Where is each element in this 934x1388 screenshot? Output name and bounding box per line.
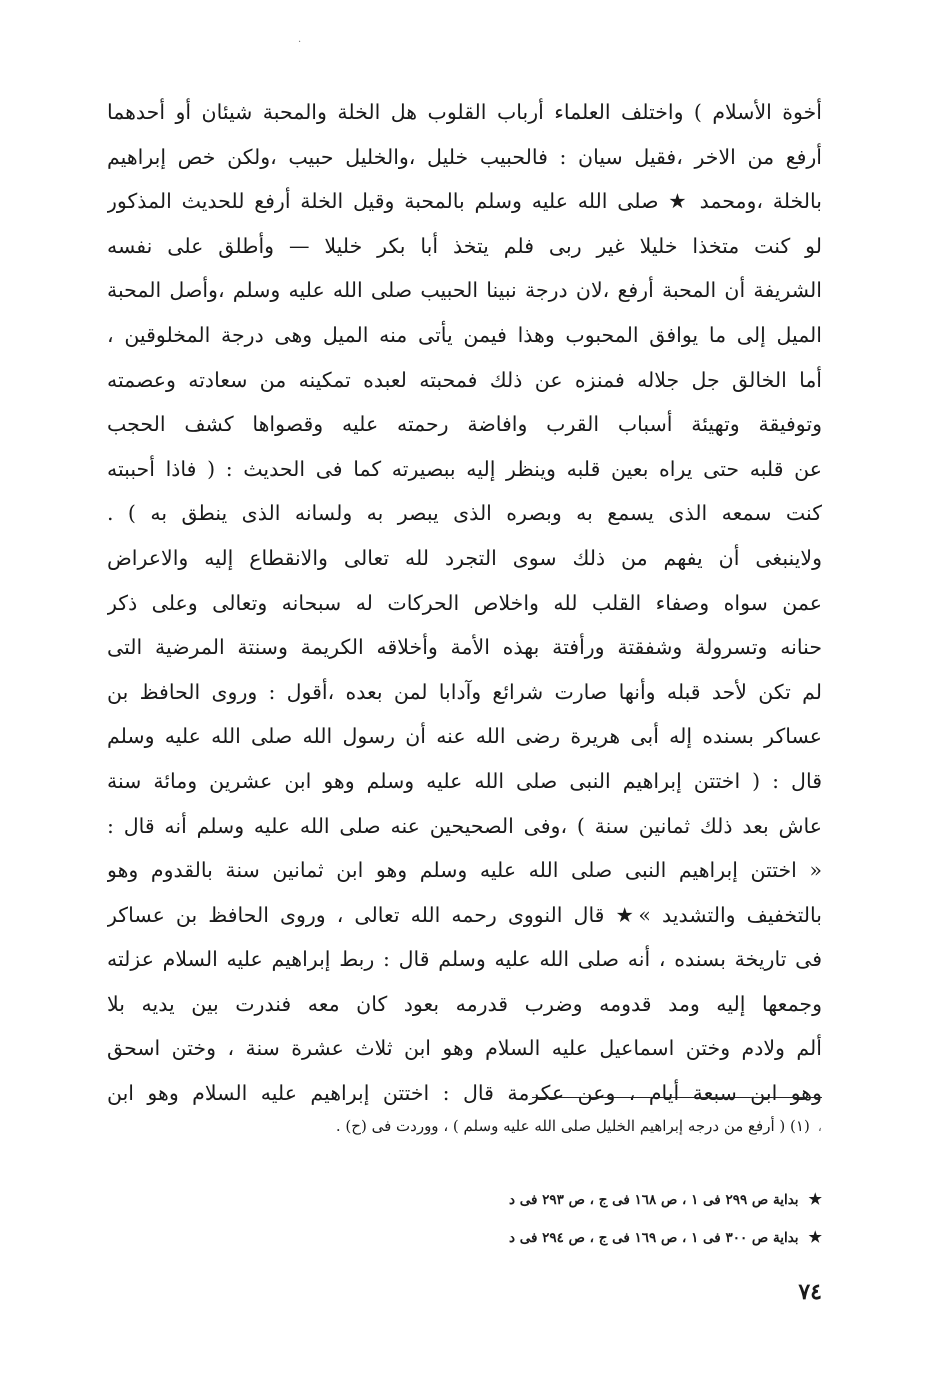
text-line: عن قلبه حتى يراه بعين قلبه وينظر إليه ببصيرته كما فى الحديث : ( فاذا أحببته bbox=[107, 456, 822, 481]
text-line: فى تاريخة بسنده ، أنه صلى الله عليه وسلم قال : ربط إبراهيم عليه السلام عزلته bbox=[107, 947, 822, 972]
text-line: عساكر بسنده إله أبى هريرة رضى الله عنه أن رسول الله صلى الله عليه وسلم bbox=[107, 724, 822, 749]
main-text-block bbox=[107, 90, 822, 1116]
footnote bbox=[107, 1113, 822, 1141]
edition-marker-text: بداية ص ٣٠٠ فى ١ ، ص ١٦٩ فى ج ، ص ٢٩٤ فى د bbox=[509, 1230, 799, 1246]
text-line: أخوة الأسلام ) واختلف العلماء أرباب القلوب هل الخلة والمحبة شيئان أو أحدهما bbox=[107, 100, 822, 124]
star-icon: ★ bbox=[808, 1190, 822, 1208]
text-line: عاش بعد ذلك ثمانين سنة ) ،وفى الصحيحين عنه صلى الله عليه وسلم أنه قال : bbox=[107, 813, 822, 838]
footnote-separator bbox=[532, 1097, 822, 1098]
text-line: أما الخالق جل جلاله فمنزه عن ذلك فمحبته لعبده تمكينه من سعادته وعصمته bbox=[107, 367, 822, 392]
page-number: ٧٤ bbox=[798, 1279, 822, 1305]
text-line: وجمعها إليه ومد قدومه وضرب قدرمه بعود كان معه فندرت بين يديه بلا bbox=[107, 991, 822, 1016]
text-line: عمن سواه وصفاء القلب لله واخلاص الحركات له سبحانه وتعالى وعلى ذكر bbox=[107, 590, 822, 615]
text-line: « اختتن إبراهيم النبى صلى الله عليه وسلم وهو ابن ثمانين سنة بالقدوم وهو bbox=[107, 858, 822, 883]
text-line: ولاينبغى أن يفهم من ذلك سوى التجرد لله تعالى والانقطاع إليه والاعراض bbox=[107, 545, 822, 570]
text-line: أرفع من الاخر ،فقيل سيان : فالحبيب خليل ،والخليل حبيب ،ولكن خص إبراهيم bbox=[107, 144, 822, 169]
star-icon: ★ bbox=[808, 1228, 822, 1246]
scan-speck: · bbox=[298, 37, 302, 48]
edition-marker bbox=[107, 1180, 822, 1218]
footnote-mark: ، bbox=[817, 1120, 822, 1135]
text-line: ألم ولادم وختن اسماعيل عليه السلام وهو ابن ثلاث عشرة سنة ، وختن اسحق bbox=[107, 1036, 822, 1061]
edition-marker bbox=[107, 1218, 822, 1256]
edition-marker-text: بداية ص ٢٩٩ فى ١ ، ص ١٦٨ فى ج ، ص ٢٩٣ فى د bbox=[509, 1192, 799, 1208]
text-line: قال : ( اختتن إبراهيم النبى صلى الله عليه وسلم وهو ابن عشرين ومائة سنة bbox=[107, 768, 822, 793]
text-line: بالتخفيف والتشديد »★ قال النووى رحمه الله تعالى ، وروى الحافظ بن عساكر bbox=[107, 902, 822, 927]
footnote-text: (١) ( أرفع من درجه إبراهيم الخليل صلى الله عليه وسلم ) ، ووردت فى (ح) . bbox=[335, 1117, 810, 1135]
edition-markers bbox=[107, 1180, 822, 1256]
text-line: لم تكن لأحد قبله وأنها صارت شرائع وآدابا لمن بعده ،أقول : وروى الحافظ بن bbox=[107, 679, 822, 704]
text-line: الشريفة أن المحبة أرفع ،لان درجة نبينا الحبيب صلى الله عليه وسلم ،وأصل المحبة bbox=[107, 278, 822, 303]
text-line: لو كنت متخذا خليلا غير ربى فلم يتخذ أبا بكر خليلا — وأطلق على نفسه bbox=[107, 233, 822, 258]
text-line: كنت سمعه الذى يسمع به وبصره الذى يبصر به ولسانه الذى ينطق به ) . bbox=[107, 501, 822, 526]
text-line: حنانه وتسرولة وشفقتة ورأفتة بهذه الأمة وأخلاقه الكريمة وسنتة المرضية التى bbox=[107, 635, 822, 660]
text-line: وهو ابن سبعة أيام ، وعن عكرمة قال : اختتن إبراهيم عليه السلام وهو ابن bbox=[107, 1081, 822, 1106]
text-line: الميل إلى ما يوافق المحبوب وهذا فيمن يأتى منه الميل وهى درجة المخلوقين ، bbox=[107, 322, 822, 347]
text-line: وتوفيقة وتهيئة أسباب القرب وافاضة رحمته عليه وقصواها كشف الحجب bbox=[107, 412, 822, 437]
text-line: بالخلة ،ومحمد ★ صلى الله عليه وسلم بالمحبة وقيل الخلة أرفع للحديث المذكور bbox=[107, 189, 822, 214]
